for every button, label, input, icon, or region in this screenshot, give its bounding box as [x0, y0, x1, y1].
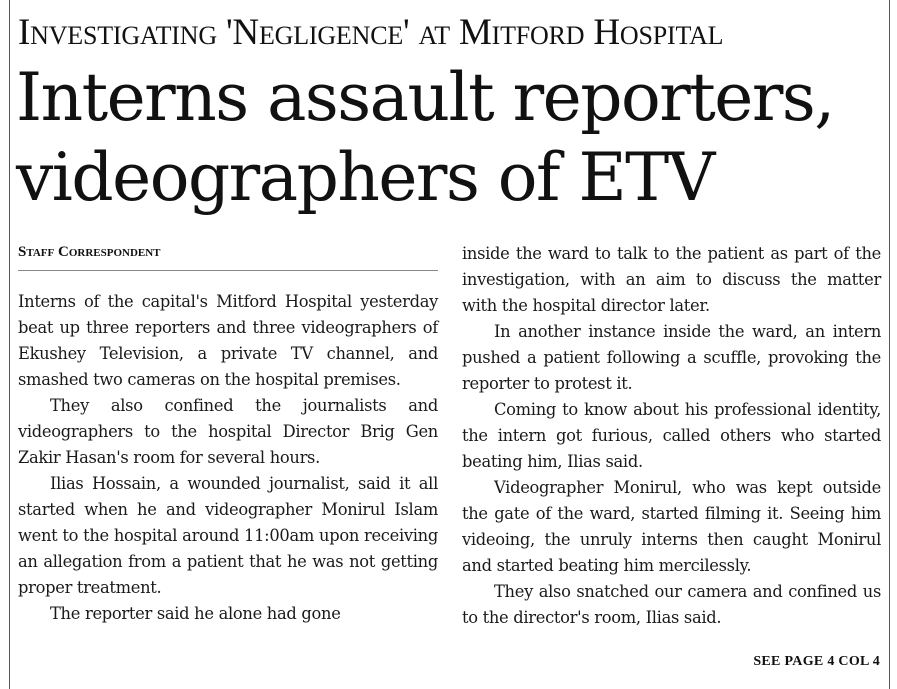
- article-column-right: [462, 241, 881, 631]
- byline-divider: [18, 270, 438, 271]
- right-column-rule: [889, 0, 890, 689]
- article-headline: [16, 58, 888, 218]
- article-kicker: Investigating 'Negligence' at Mitford Hospital: [18, 12, 724, 53]
- paragraph-right-1: inside the ward to talk to the patient as part of the investigation, with an aim to discuss the matter with the hospital director later.: [462, 244, 881, 315]
- paragraph-left-1: Interns of the capital's Mitford Hospital yesterday beat up three reporters and three videographers of Ekushey Television, a private TV channel, and smashed two cameras on the hospital premises.: [18, 292, 438, 389]
- continuation-jump: SEE PAGE 4 COL 4: [753, 654, 880, 669]
- paragraph-right-2: In another instance inside the ward, an intern pushed a patient following a scuffle, provoking the reporter to protest it.: [462, 322, 881, 393]
- paragraph-left-3: Ilias Hossain, a wounded journalist, said it all started when he and videographer Monirul Islam went to the hospital around 11:00am upon receiving an allegation from a patient that he was not getting proper treatment.: [18, 474, 438, 597]
- paragraph-left-4: The reporter said he alone had gone: [50, 604, 341, 623]
- paragraph-right-5: They also snatched our camera and confined us to the director's room, Ilias said.: [462, 582, 881, 627]
- left-column-rule: [9, 0, 10, 689]
- byline: Staff Correspondent: [18, 244, 161, 260]
- paragraph-right-3: Coming to know about his professional identity, the intern got furious, called others who started beating him, Ilias said.: [462, 400, 881, 471]
- paragraph-right-4: Videographer Monirul, who was kept outside the gate of the ward, started filming it. Seeing him videoing, the unruly interns then caught Monirul and started beating him mercilessly.: [462, 478, 881, 575]
- headline-line-2: videographers of ETV: [16, 139, 714, 216]
- headline-line-1: Interns assault reporters,: [16, 59, 834, 136]
- paragraph-left-2: They also confined the journalists and videographers to the hospital Director Brig Gen Zakir Hasan's room for several hours.: [18, 396, 438, 467]
- article-column-left: [18, 289, 438, 627]
